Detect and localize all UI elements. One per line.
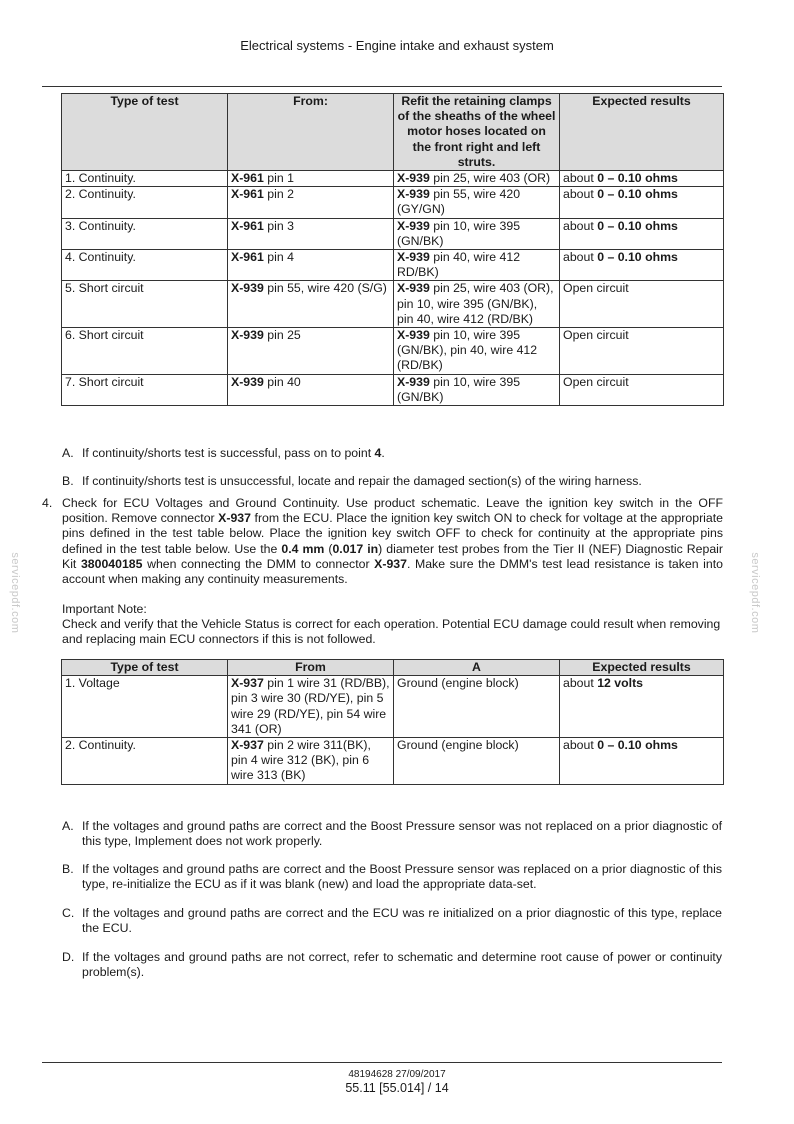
note-text: Check and verify that the Vehicle Status is correct for each operation. Potential ECU damage could result when removing and replacing main ECU connectors if this is not followed.	[62, 617, 721, 647]
outcome-item-d: D. If the voltages and ground paths are not correct, refer to schematic and determine root cause of power or continuity problem(s).	[62, 950, 722, 980]
to-cell: X-939 pin 55, wire 420 (GY/GN)	[394, 187, 560, 218]
step-4: 4. Check for ECU Voltages and Ground Continuity. Use product schematic. Leave the ignition key switch in the OFF position. Remove connector X-937 from the ECU. Place the ignition key switch ON to check for voltage at the appropriate pins defined in the test table below. Place the ignition key switch OFF to check for continuity at the appropriate pins defined in the test table below. Use the 0.4 mm (0.017 in) diameter test probes from the Tier II (NEF) Diagnostic Repair Kit 380040185 when connecting the DMM to connector X-937. Make sure the DMM's test lead resistance is taken into account when making any continuity measurements.	[42, 496, 723, 587]
footer-doc-id: 48194628 27/09/2017	[348, 1069, 446, 1080]
expected-result-cell: about 0 – 0.10 ohms	[560, 250, 724, 281]
table-header-row	[62, 660, 724, 676]
column-header: Expected results	[560, 94, 724, 171]
table-row	[62, 281, 724, 328]
expected-result-cell: Open circuit	[560, 374, 724, 405]
test-type-cell: 2. Continuity.	[62, 738, 228, 785]
outcome-item-b: B. If the voltages and ground paths are correct and the Boost Pressure sensor was replaced on a prior diagnostic of this type, re-initialize the ECU as if it was blank (new) and load the appropriate data-set.	[62, 862, 722, 892]
voltage-test-table	[61, 659, 724, 785]
outcome-item-a: A. If the voltages and ground paths are correct and the Boost Pressure sensor was not replaced on a prior diagnostic of this type, Implement does not work properly.	[62, 819, 722, 849]
to-cell: Ground (engine block)	[394, 738, 560, 785]
expected-result-cell: about 0 – 0.10 ohms	[560, 187, 724, 218]
column-header: From:	[228, 94, 394, 171]
test-type-cell: 3. Continuity.	[62, 218, 228, 249]
table-row	[62, 738, 724, 785]
column-header: A	[394, 660, 560, 676]
from-cell: X-937 pin 2 wire 311(BK), pin 4 wire 312 (BK), pin 6 wire 313 (BK)	[228, 738, 394, 785]
column-header: Type of test	[62, 94, 228, 171]
to-cell: X-939 pin 10, wire 395 (GN/BK)	[394, 374, 560, 405]
table-row	[62, 218, 724, 249]
from-cell: X-939 pin 40	[228, 374, 394, 405]
important-note	[62, 602, 723, 648]
from-cell: X-961 pin 3	[228, 218, 394, 249]
watermark-left: servicepdf.com	[9, 552, 21, 634]
to-cell: X-939 pin 40, wire 412 RD/BK)	[394, 250, 560, 281]
from-cell: X-939 pin 25	[228, 328, 394, 375]
result-item-a: A. If continuity/shorts test is successful, pass on to point 4.	[62, 446, 385, 460]
header-rule	[42, 86, 722, 87]
test-type-cell: 7. Short circuit	[62, 374, 228, 405]
to-cell: X-939 pin 10, wire 395 (GN/BK)	[394, 218, 560, 249]
to-cell: X-939 pin 25, wire 403 (OR)	[394, 171, 560, 187]
expected-result-cell: about 0 – 0.10 ohms	[560, 171, 724, 187]
column-header: Refit the retaining clamps of the sheaths of the wheel motor hoses located on the front right and left struts.	[394, 94, 560, 171]
to-cell: X-939 pin 25, wire 403 (OR), pin 10, wire 395 (GN/BK), pin 40, wire 412 (RD/BK)	[394, 281, 560, 328]
expected-result-cell: about 0 – 0.10 ohms	[560, 218, 724, 249]
outcome-item-c: C. If the voltages and ground paths are correct and the ECU was re initialized on a prior diagnostic of this type, replace the ECU.	[62, 906, 722, 936]
table-row	[62, 171, 724, 187]
test-type-cell: 4. Continuity.	[62, 250, 228, 281]
table-row	[62, 187, 724, 218]
footer-rule	[42, 1062, 722, 1063]
column-header: Expected results	[560, 660, 724, 676]
from-cell: X-937 pin 1 wire 31 (RD/BB), pin 3 wire 30 (RD/YE), pin 5 wire 29 (RD/YE), pin 54 wire 341 (OR)	[228, 676, 394, 738]
table-header-row	[62, 94, 724, 171]
column-header: From	[228, 660, 394, 676]
expected-result-cell: Open circuit	[560, 281, 724, 328]
watermark-right: servicepdf.com	[749, 552, 761, 634]
from-cell: X-961 pin 2	[228, 187, 394, 218]
table-row	[62, 676, 724, 738]
footer-page-number: 55.11 [55.014] / 14	[345, 1081, 449, 1095]
test-type-cell: 2. Continuity.	[62, 187, 228, 218]
test-type-cell: 5. Short circuit	[62, 281, 228, 328]
expected-result-cell: about 12 volts	[560, 676, 724, 738]
to-cell: Ground (engine block)	[394, 676, 560, 738]
table-row	[62, 328, 724, 375]
note-heading: Important Note:	[62, 602, 147, 616]
test-type-cell: 1. Continuity.	[62, 171, 228, 187]
step-4-text: Check for ECU Voltages and Ground Continuity. Use product schematic. Leave the ignition key switch in the OFF position. Remove connector X-937 from the ECU. Place the ignition key switch ON to check for voltage at the appropriate pins defined in the test table below. Place the ignition key switch OFF to check for continuity at the appropriate pins defined in the test table below. Use the 0.4 mm (0.017 in) diameter test probes from the Tier II (NEF) Diagnostic Repair Kit 380040185 when connecting the DMM to connector X-937. Make sure the DMM's test lead resistance is taken into account when making any continuity measurements.	[62, 496, 723, 587]
to-cell: X-939 pin 10, wire 395 (GN/BK), pin 40, wire 412 (RD/BK)	[394, 328, 560, 375]
table-row	[62, 250, 724, 281]
test-type-cell: 6. Short circuit	[62, 328, 228, 375]
from-cell: X-939 pin 55, wire 420 (S/G)	[228, 281, 394, 328]
column-header: Type of test	[62, 660, 228, 676]
expected-result-cell: about 0 – 0.10 ohms	[560, 738, 724, 785]
continuity-test-table	[61, 93, 724, 406]
expected-result-cell: Open circuit	[560, 328, 724, 375]
table-row	[62, 374, 724, 405]
from-cell: X-961 pin 4	[228, 250, 394, 281]
from-cell: X-961 pin 1	[228, 171, 394, 187]
test-type-cell: 1. Voltage	[62, 676, 228, 738]
result-item-b: B. If continuity/shorts test is unsuccessful, locate and repair the damaged section(s) of the wiring harness.	[62, 474, 642, 488]
page-header-title: Electrical systems - Engine intake and exhaust system	[240, 38, 554, 53]
